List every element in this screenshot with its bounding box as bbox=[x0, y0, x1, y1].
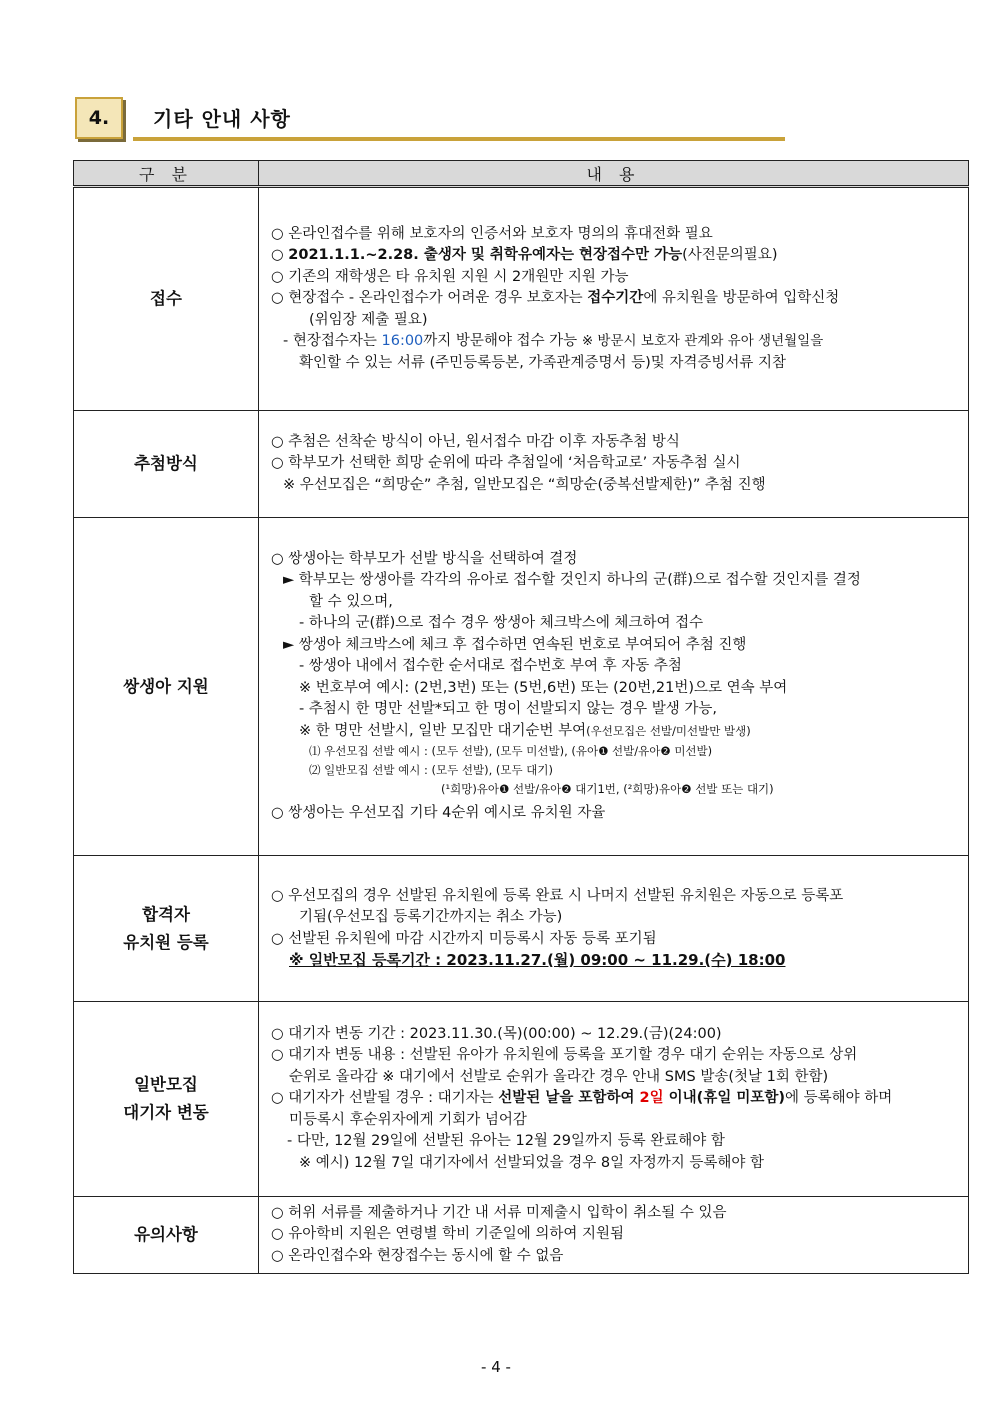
row-label-twins: 쌍생아 지원 bbox=[74, 518, 259, 856]
table-row bbox=[74, 411, 969, 518]
text-line: 순위로 올라감 ※ 대기에서 선발로 순위가 올라간 경우 안내 SMS 발송(첫날 1회 한함) bbox=[289, 1068, 829, 1085]
table-row bbox=[74, 1002, 969, 1197]
text-line: ※ 한 명만 선발시, 일반 모집만 대기순번 부여(우선모집은 선발/미선발만 발생) bbox=[299, 722, 751, 739]
text-line: - 다만, 12월 29일에 선발된 유아는 12월 29일까지 등록 완료해야 함 bbox=[287, 1133, 725, 1150]
text-line: 할 수 있으며, bbox=[309, 593, 393, 610]
time-highlight: 16:00 bbox=[381, 333, 424, 350]
text-line: ⑵ 일반모집 선발 예시 : (모두 선발), (모두 대기) bbox=[309, 763, 553, 777]
text-line: ○ 대기자 변동 내용 : 선발된 유아가 유치원에 등록을 포기할 경우 대기 순위는 자동으로 상위 bbox=[271, 1047, 858, 1064]
text-line: ※ 예시) 12월 7일 대기자에서 선발되었을 경우 8일 자정까지 등록해야 함 bbox=[299, 1154, 764, 1171]
bold-text: 2021.1.1.~2.28. 출생자 및 취학유예자는 현장접수만 가능 bbox=[288, 247, 683, 264]
row-content-reception bbox=[259, 187, 969, 411]
table-row bbox=[74, 856, 969, 1002]
text-line: ○ 허위 서류를 제출하거나 기간 내 서류 미제출시 입학이 취소될 수 있음 bbox=[271, 1204, 727, 1221]
text-line: (위임장 제출 필요) bbox=[309, 311, 428, 328]
row-content-notes bbox=[259, 1197, 969, 1274]
text-line: - 현장접수자는 16:00까지 방문해야 접수 가능 ※ 방문시 보호자 관계와 유아 생년월일을 bbox=[283, 333, 824, 350]
text-line: ○ 추첨은 선착순 방식이 아닌, 원서접수 마감 이후 자동추첨 방식 bbox=[271, 433, 680, 450]
text-line: ※ 우선모집은 “희망순” 추첨, 일반모집은 “희망순(중복선발제한)” 추첨 진행 bbox=[283, 476, 766, 493]
text-line: ○ 온라인접수를 위해 보호자의 인증서와 보호자 명의의 휴대전화 필요 bbox=[271, 225, 713, 242]
text-line: ○ 우선모집의 경우 선발된 유치원에 등록 완료 시 나머지 선발된 유치원은 자동으로 등록포 bbox=[271, 887, 844, 904]
text-line: ○ 대기자가 선발될 경우 : 대기자는 선발된 날을 포함하여 2일 이내(휴일 미포함)에 등록해야 하며 bbox=[271, 1090, 893, 1107]
row-label-lottery: 추첨방식 bbox=[74, 411, 259, 518]
header-content: 내 용 bbox=[259, 161, 969, 187]
table-row bbox=[74, 187, 969, 411]
text-line: - 추첨시 한 명만 선발*되고 한 명이 선발되지 않는 경우 발생 가능, bbox=[299, 701, 717, 717]
text-line: ○ 2021.1.1.~2.28. 출생자 및 취학유예자는 현장접수만 가능(사전문의필요) bbox=[271, 247, 778, 264]
registration-period: ※ 일반모집 등록기간 : 2023.11.27.(월) 09:00 ~ 11.29.(수) 18:00 bbox=[289, 951, 786, 969]
text-line: - 하나의 군(群)으로 접수 경우 쌍생아 체크박스에 체크하여 접수 bbox=[299, 615, 704, 631]
text-line: ○ 학부모가 선택한 희망 순위에 따라 추첨일에 ‘처음학교로’ 자동추첨 실시 bbox=[271, 455, 741, 472]
text-line: 미등록시 후순위자에게 기회가 넘어감 bbox=[289, 1111, 527, 1128]
text-line: ○ 쌍생아는 우선모집 기타 4순위 예시로 유치원 자율 bbox=[271, 805, 606, 821]
row-content-waitlist bbox=[259, 1002, 969, 1197]
row-label-reception: 접수 bbox=[74, 187, 259, 411]
row-label-waitlist: 일반모집 대기자 변동 bbox=[74, 1002, 259, 1197]
section-title: 기타 안내 사항 bbox=[153, 107, 291, 131]
table-row bbox=[74, 518, 969, 856]
text-line: ► 학부모는 쌍생아를 각각의 유아로 접수할 것인지 하나의 군(群)으로 접수할 것인지를 결정 bbox=[283, 572, 861, 588]
table-header-row bbox=[74, 161, 969, 187]
header-category: 구 분 bbox=[74, 161, 259, 187]
row-content-lottery bbox=[259, 411, 969, 518]
section-number: 4. bbox=[75, 97, 123, 139]
row-content-twins bbox=[259, 518, 969, 856]
text-line: ○ 대기자 변동 기간 : 2023.11.30.(목)(00:00) ~ 12.29.(금)(24:00) bbox=[271, 1025, 722, 1042]
row-content-registration bbox=[259, 856, 969, 1002]
text-line: ○ 유아학비 지원은 연령별 학비 기준일에 의하여 지원됨 bbox=[271, 1226, 625, 1243]
text-line: ○ 선발된 유치원에 마감 시간까지 미등록시 자동 등록 포기됨 bbox=[271, 930, 657, 947]
text-line: - 쌍생아 내에서 접수한 순서대로 접수번호 부여 후 자동 추첨 bbox=[299, 658, 682, 674]
row-label-registration: 합격자 유치원 등록 bbox=[74, 856, 259, 1002]
text-line: ► 쌍생아 체크박스에 체크 후 접수하면 연속된 번호로 부여되어 추첨 진행 bbox=[283, 636, 747, 653]
text-line: 확인할 수 있는 서류 (주민등록등본, 가족관계증명서 등)및 자격증빙서류 지참 bbox=[299, 354, 787, 371]
text-line: ※ 번호부여 예시: (2번,3번) 또는 (5번,6번) 또는 (20번,21번)으로 연속 부여 bbox=[299, 679, 788, 696]
text-line: ○ 현장접수 - 온라인접수가 어려운 경우 보호자는 접수기간에 유치원을 방문하여 입학신청 bbox=[271, 290, 840, 307]
row-label-notes: 유의사항 bbox=[74, 1197, 259, 1274]
text-line: ⑴ 우선모집 선발 예시 : (모두 선발), (모두 미선발), (유아❶ 선발/유아❷ 미선발) bbox=[309, 744, 713, 758]
text-line: 기됨(우선모집 등록기간까지는 취소 가능) bbox=[299, 909, 563, 925]
page-number: - 4 - bbox=[481, 1358, 511, 1376]
text-line: ○ 온라인접수와 현장접수는 동시에 할 수 없음 bbox=[271, 1247, 564, 1264]
section-underline bbox=[133, 137, 785, 141]
table-row bbox=[74, 1197, 969, 1274]
text-line: (¹희망)유아❶ 선발/유아❷ 대기1번, (²희망)유아❷ 선발 또는 대기) bbox=[441, 782, 774, 796]
bold-text: 접수기간 bbox=[587, 290, 644, 307]
days-highlight: 2일 bbox=[639, 1090, 664, 1107]
info-table bbox=[73, 160, 969, 1274]
section-header bbox=[75, 97, 785, 143]
text-line: ○ 쌍생아는 학부모가 선발 방식을 선택하여 결정 bbox=[271, 550, 578, 567]
text-line: ○ 기존의 재학생은 타 유치원 지원 시 2개원만 지원 가능 bbox=[271, 268, 629, 285]
